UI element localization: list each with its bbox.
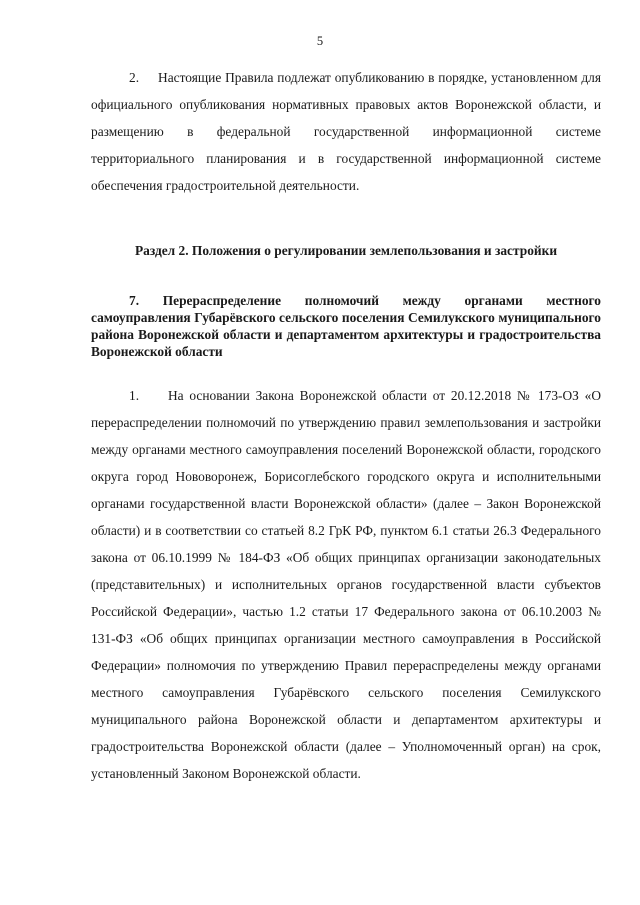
section-title: Раздел 2. Положения о регулировании землепользования и застройки [134,243,558,258]
page-number: 5 [316,34,324,48]
clause-title: 7. Перераспределение полномочий между органами местного самоуправления Губарёвского сельского поселения Семилукского муниципального района Воронежской области и департаментом архитектуры и градостроительства Воронежской области [91,293,601,359]
paragraph-redistribution: 1. На основании Закона Воронежской области от 20.12.2018 № 173-ОЗ «О перераспределении полномочий по утверждению правил землепользования и застройки между органами местного самоуправления поселений Воронежской области, городского округа город Нововоронеж, Борисоглебского городского округа и исполнительными органами государственной власти Воронежской области» (далее – Закон Воронежской области) и в соответствии со статьей 8.2 ГрК РФ, пунктом 6.1 статьи 26.3 Федерального закона от 06.10.1999 № 184-ФЗ «Об общих принципах организации законодательных (представительных) и исполнительных органов государственной власти субъектов Российской Федерации», частью 1.2 статьи 17 Федерального закона от 06.10.2003 № 131-ФЗ «Об общих принципах организации местного самоуправления в Российской Федерации» полномочия по утверждению Правил перераспределены между органами местного самоуправления Губарёвского сельского поселения Семилукского муниципального района Воронежской области и департаментом архитектуры и градостроительства Воронежской области (далее – Уполномоченный орган) на срок, установленный Законом Воронежской области. [91,388,601,781]
paragraph-publication: 2. Настоящие Правила подлежат опубликованию в порядке, установленном для официального опубликования нормативных правовых актов Воронежской области, и размещению в федеральной государственной информационной системе территориального планирования и в государственной информационной системе обеспечения градостроительной деятельности. [91,70,601,193]
